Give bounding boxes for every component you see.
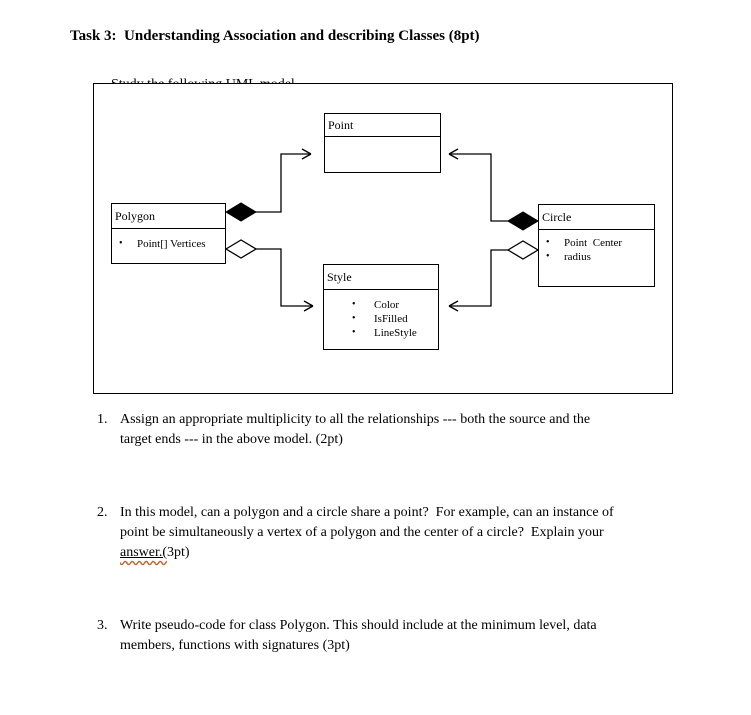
class-attributes-circle (539, 230, 654, 264)
composition-diamond-circle-icon (508, 212, 538, 230)
connector-circle-style (450, 250, 509, 306)
question-line: In this model, can a polygon and a circle share a point? For example, can an instance of (120, 505, 614, 520)
bullet-icon: • (352, 313, 356, 324)
attribute-label: Color (374, 299, 400, 311)
attribute-label: Point Center (564, 237, 623, 249)
question-line: point be simultaneously a vertex of a polygon and the center of a circle? Explain your (120, 525, 604, 540)
bullet-icon: • (119, 238, 123, 249)
class-name-point: Point (325, 114, 440, 137)
attribute-label: Point[] Vertices (137, 238, 206, 250)
attribute-row (324, 312, 438, 326)
question-text (120, 410, 590, 450)
points-text: 3pt) (167, 545, 190, 560)
class-box-style (323, 264, 439, 350)
question-text (120, 616, 597, 656)
question-number: 1. (97, 412, 108, 427)
bullet-icon: • (546, 251, 550, 262)
attribute-label: radius (564, 251, 591, 263)
bullet-icon: • (352, 299, 356, 310)
connector-circle-point (450, 154, 509, 221)
class-name-style: Style (324, 265, 438, 290)
aggregation-diamond-polygon-icon (226, 240, 256, 258)
class-name-circle: Circle (539, 205, 654, 230)
question-line: target ends --- in the above model. (2pt) (120, 432, 343, 447)
attribute-label: LineStyle (374, 327, 417, 339)
question-1 (97, 410, 590, 450)
question-2 (97, 503, 614, 563)
attribute-row (324, 326, 438, 340)
question-line: Assign an appropriate multiplicity to all the relationships --- both the source and the (120, 412, 591, 427)
question-line: Write pseudo-code for class Polygon. This should include at the minimum level, data (120, 618, 597, 633)
question-number: 3. (97, 618, 108, 633)
underlined-answer-text: answer.( (120, 545, 168, 560)
attribute-row (112, 237, 225, 251)
class-attributes-style (324, 290, 438, 340)
composition-diamond-polygon-icon (226, 203, 256, 221)
question-number: 2. (97, 505, 108, 520)
question-3 (97, 616, 597, 656)
uml-diagram-frame (93, 83, 673, 394)
class-name-polygon: Polygon (112, 204, 225, 229)
question-text (120, 503, 614, 563)
aggregation-diamond-circle-icon (508, 241, 538, 259)
question-line (120, 543, 614, 563)
attribute-row (539, 250, 654, 264)
question-line: members, functions with signatures (3pt) (120, 638, 350, 653)
class-attributes-polygon (112, 229, 225, 251)
connector-polygon-point (255, 154, 310, 212)
attribute-label: IsFilled (374, 313, 408, 325)
class-box-polygon (111, 203, 226, 264)
attribute-row (324, 298, 438, 312)
connector-polygon-style (255, 249, 312, 306)
bullet-icon: • (352, 327, 356, 338)
bullet-icon: • (546, 237, 550, 248)
task-title: Task 3: Understanding Association and describing Classes (8pt) (70, 28, 480, 44)
class-box-point (324, 113, 441, 173)
attribute-row (539, 236, 654, 250)
class-box-circle (538, 204, 655, 287)
